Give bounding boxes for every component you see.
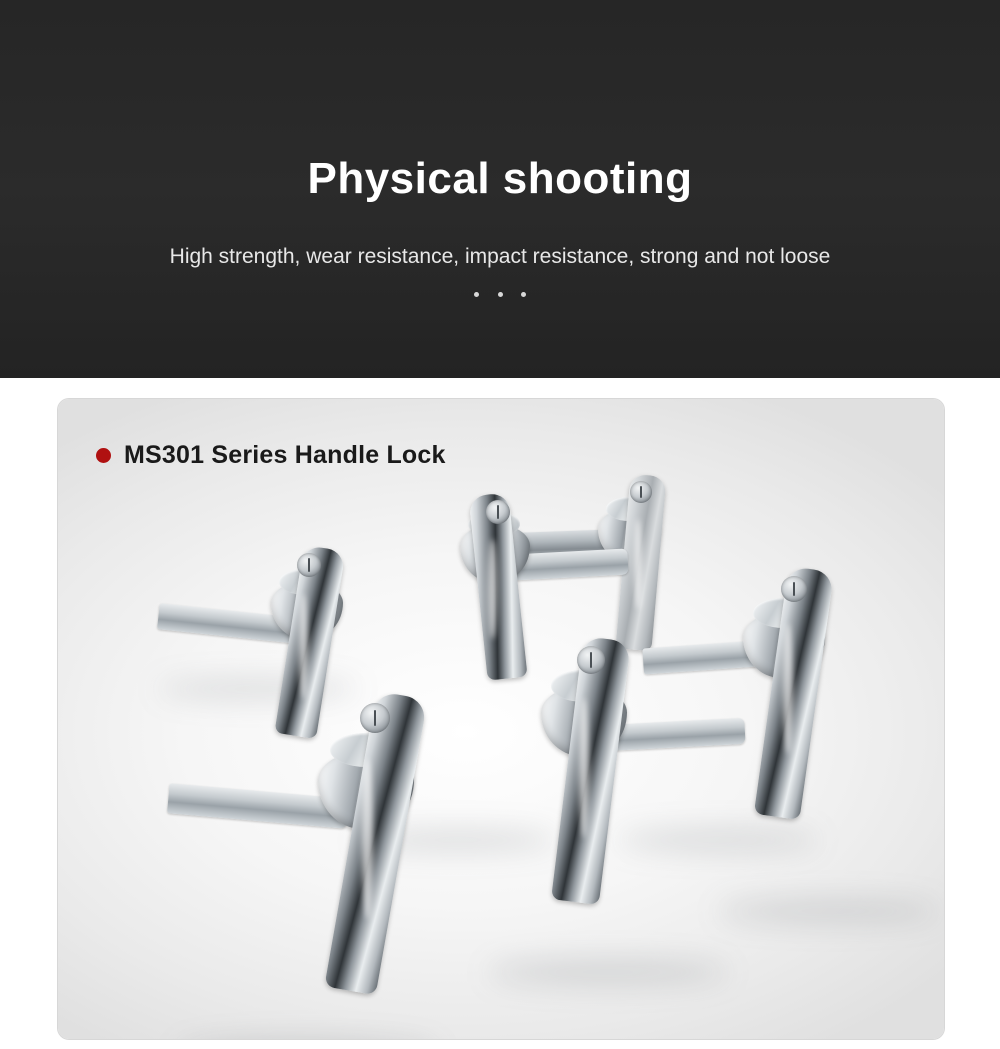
lock-keyhole-icon	[781, 576, 807, 602]
handle-lock-item	[713, 554, 933, 834]
hero-subtitle: High strength, wear resistance, impact resistance, strong and not loose	[169, 245, 831, 268]
lock-keyhole-icon	[577, 646, 605, 674]
bullet-dot-icon	[96, 448, 111, 463]
dot-icon	[474, 292, 479, 297]
hero-banner	[0, 0, 1000, 378]
shadow	[718, 899, 938, 923]
highlight	[362, 759, 373, 919]
lock-lever	[324, 691, 427, 995]
lock-keyhole-icon	[630, 481, 652, 503]
lock-keyhole-icon	[360, 703, 390, 733]
decorative-dots	[0, 286, 1000, 304]
product-title: MS301 Series Handle Lock	[124, 441, 446, 469]
lock-keyhole-icon	[486, 500, 510, 524]
highlight	[579, 698, 589, 838]
product-photo	[58, 399, 944, 1039]
page-title: Physical shooting	[307, 154, 693, 203]
product-card-header	[96, 441, 446, 470]
dot-icon	[498, 292, 503, 297]
handle-lock-item	[288, 679, 548, 1009]
lock-keyhole-icon	[297, 553, 321, 577]
highlight	[488, 539, 497, 639]
product-card	[57, 398, 945, 1040]
highlight	[783, 624, 793, 754]
dot-icon	[521, 292, 526, 297]
highlight	[634, 519, 642, 609]
